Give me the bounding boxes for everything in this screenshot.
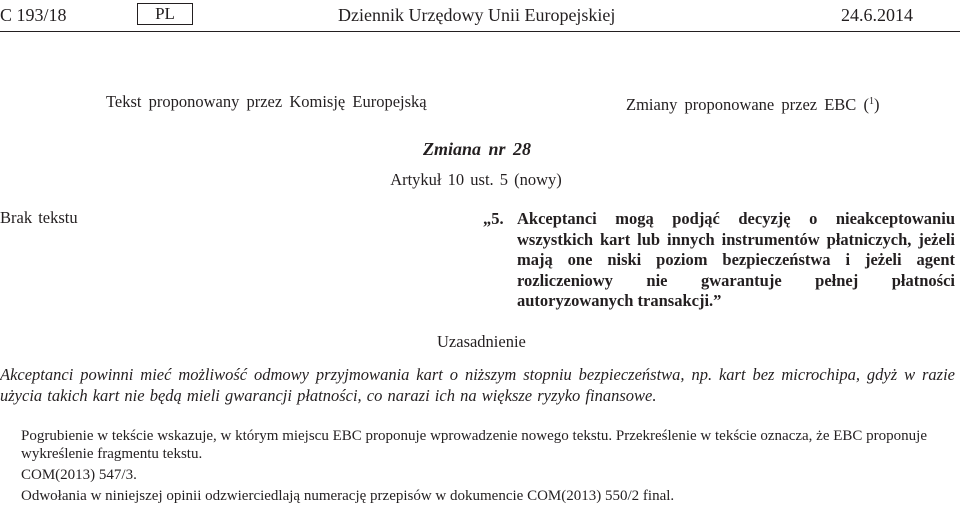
left-column-heading: Tekst proponowany przez Komisję Europejską bbox=[106, 92, 427, 111]
journal-title: Dziennik Urzędowy Unii Europejskiej bbox=[338, 5, 616, 25]
footnote-text: Odwołania w niniejszej opinii odzwierciedlają numerację przepisów w dokumencie COM(2013) 550/2 final. bbox=[21, 488, 675, 504]
amendment-title-text: Zmiana nr 28 bbox=[422, 139, 532, 159]
footnote-marker bbox=[0, 463, 21, 484]
header-divider bbox=[0, 31, 960, 32]
justification-heading: Uzasadnienie bbox=[437, 332, 526, 351]
language-badge: PL bbox=[137, 3, 193, 25]
right-column-heading-text: Zmiany proponowane przez EBC bbox=[626, 95, 857, 114]
amendment-article bbox=[0, 170, 960, 190]
footnote-marker bbox=[0, 484, 21, 505]
paragraph-number: „5. bbox=[483, 209, 504, 228]
publication-date: 24.6.2014 bbox=[841, 5, 913, 25]
amendment-article-text: Artykuł 10 ust. 5 (nowy) bbox=[390, 170, 562, 189]
footnotes bbox=[0, 424, 960, 505]
justification-text: Akceptanci powinni mieć możliwość odmowy przyjmowania kart o niższym stopniu bezpieczeństwa, np. kart bez microchipa, gdyż w razie użycia takich kart nie będą mieli gwarancji płatności, co narazi ich na większe ryzyko finansowe. bbox=[0, 365, 955, 405]
footnote-ref-close: ) bbox=[873, 95, 880, 114]
footnote-3 bbox=[0, 484, 960, 505]
footnote-text: Pogrubienie w tekście wskazuje, w którym miejscu EBC proponuje wprowadzenie nowego tekstu. Przekreślenie w tekście oznacza, że EBC proponuje wykreślenie fragmentu tekstu. bbox=[21, 428, 927, 462]
footnote-2 bbox=[0, 463, 960, 484]
footnote-ref-open: ( bbox=[856, 95, 869, 114]
left-column-text: Brak tekstu bbox=[0, 208, 78, 227]
footnote-ref-1[interactable]: 1 bbox=[868, 96, 874, 107]
footnote-text: COM(2013) 547/3. bbox=[21, 467, 137, 483]
page-reference: C 193/18 bbox=[0, 5, 67, 25]
amendment-title bbox=[0, 138, 960, 160]
right-column-heading bbox=[626, 92, 879, 115]
amendment-body: Akceptanci mogą podjąć decyzję o nieakceptowaniu wszystkich kart lub innych instrumentów płatniczych, jeżeli mają one niski poziom bezpieczeństwa i jeżeli agent rozliczeniowy nie gwarantuje pełnej płatności autoryzowanych transakcji.” bbox=[517, 209, 955, 310]
footnote-1 bbox=[0, 424, 960, 463]
footnote-marker bbox=[0, 424, 21, 445]
